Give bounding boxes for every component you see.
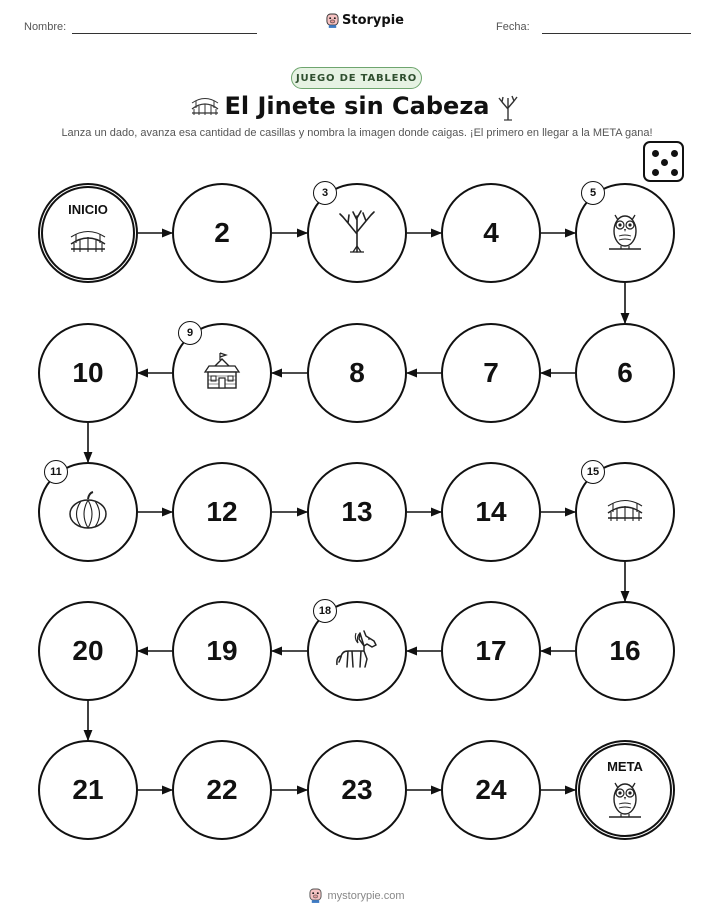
date-label: Fecha: [496, 21, 530, 33]
square-number: 23 [341, 774, 373, 805]
square-number: 21 [72, 774, 104, 805]
board-square-21 [38, 740, 138, 840]
square-number-badge: 18 [313, 599, 337, 623]
finish-label: META [607, 759, 643, 774]
name-label: Nombre: [24, 21, 67, 33]
schoolhouse-icon [201, 350, 243, 396]
owl-icon [607, 777, 643, 825]
square-number: 8 [349, 357, 365, 388]
square-number: 2 [214, 217, 230, 248]
board-square-12 [172, 462, 272, 562]
square-number: 12 [206, 496, 238, 527]
bridge-icon [606, 495, 644, 529]
board-square-6 [575, 323, 675, 423]
board-square-7 [441, 323, 541, 423]
square-number: 16 [609, 635, 641, 666]
owl-icon [607, 209, 643, 257]
footer [0, 888, 714, 903]
square-number: 17 [475, 635, 507, 666]
square-number-badge: 15 [581, 460, 605, 484]
game-type-badge: JUEGO DE TABLERO [291, 67, 422, 89]
board-square-22 [172, 740, 272, 840]
square-number: 19 [206, 635, 238, 666]
horse-icon [334, 627, 380, 675]
page-title: El Jinete sin Cabeza [224, 92, 490, 120]
board-square-17 [441, 601, 541, 701]
board-square-23 [307, 740, 407, 840]
board-square-13 [307, 462, 407, 562]
square-number: 6 [617, 357, 633, 388]
board-square-4 [441, 183, 541, 283]
instructions: Lanza un dado, avanza esa cantidad de casillas y nombra la imagen donde caigas. ¡El primero en llegar a la META gana! [61, 127, 653, 139]
square-number: 7 [483, 357, 499, 388]
start-label: INICIO [68, 202, 108, 217]
square-number-badge: 5 [581, 181, 605, 205]
square-number: 13 [341, 496, 373, 527]
board-square-2 [172, 183, 272, 283]
tree-icon [337, 208, 377, 258]
square-number: 14 [475, 496, 507, 527]
pig-logo-icon [309, 888, 322, 903]
board-square-24 [441, 740, 541, 840]
finish-square [575, 740, 675, 840]
bridge-icon [69, 226, 107, 260]
footer-url: mystorypie.com [327, 889, 405, 902]
board-square-8 [307, 323, 407, 423]
brand-name: Storypie [342, 13, 404, 28]
square-number: 10 [72, 357, 104, 388]
board-square-20 [38, 601, 138, 701]
board-square-14 [441, 462, 541, 562]
square-number-badge: 3 [313, 181, 337, 205]
pumpkin-icon [67, 490, 109, 534]
board-square-16 [575, 601, 675, 701]
square-number: 20 [72, 635, 104, 666]
square-number-badge: 11 [44, 460, 68, 484]
square-number-badge: 9 [178, 321, 202, 345]
board-square-10 [38, 323, 138, 423]
square-number: 24 [475, 774, 507, 805]
board-square-19 [172, 601, 272, 701]
square-number: 4 [483, 217, 499, 248]
start-square [38, 183, 138, 283]
square-number: 22 [206, 774, 238, 805]
